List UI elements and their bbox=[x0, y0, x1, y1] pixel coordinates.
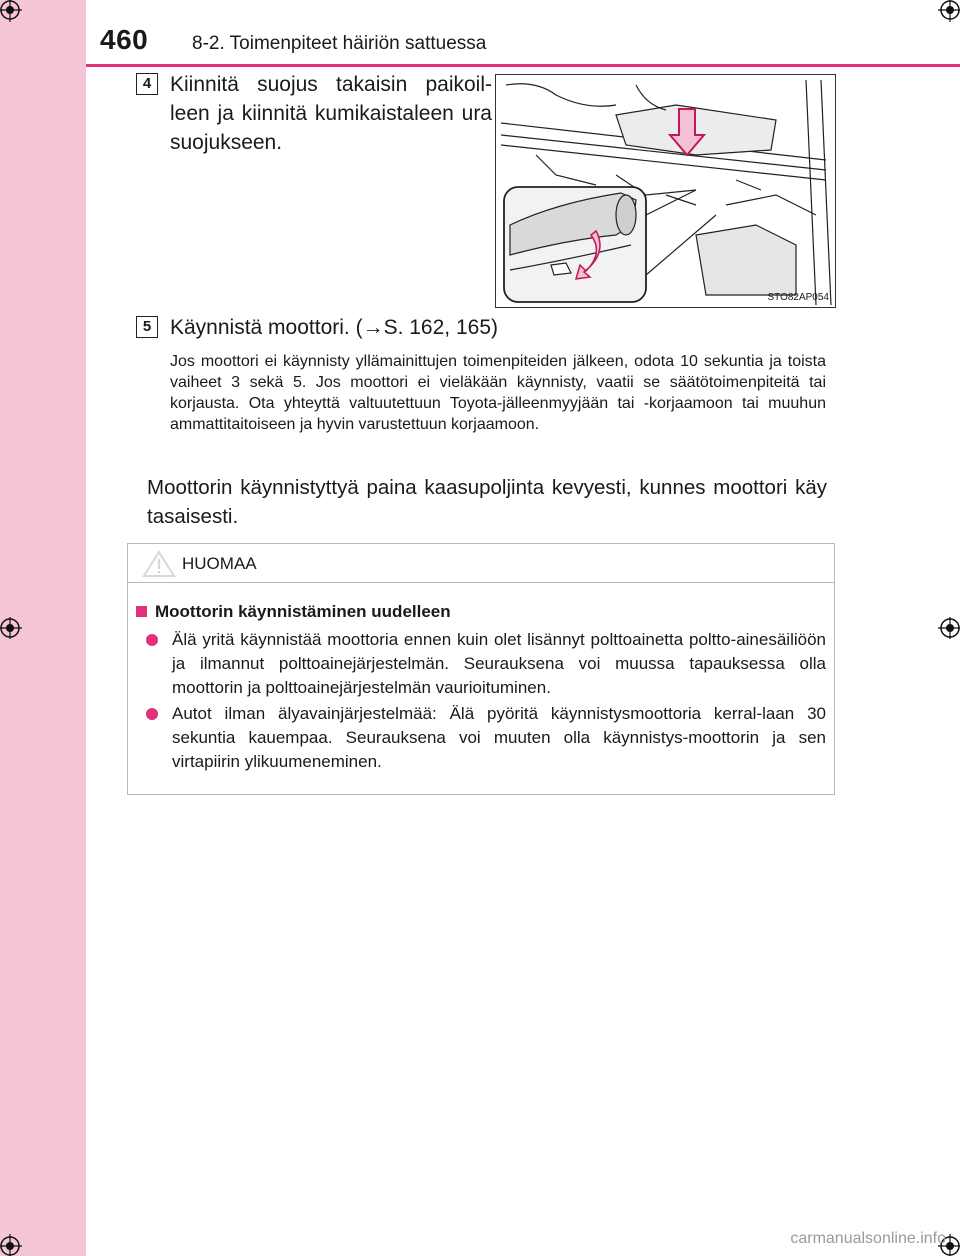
step-5-note: Jos moottori ei käynnisty yllämainittujen toimenpiteiden jälkeen, odota 10 sekuntia ja toista vaiheet 3 sekä 5. Jos moottori ei vieläkään käynnisty, vaatii se säätötoimenpiteitä tai korjausta. Ota yhteyttä valtuutettuun Toyota-jälleenmyyjään tai -korjaamoon tai muuhun ammattitaitoiseen ja hyvin varustettuun korjaamoon. bbox=[170, 353, 826, 433]
round-bullet-icon bbox=[146, 708, 158, 720]
notice-title: HUOMAA bbox=[182, 554, 257, 573]
crop-mark-icon bbox=[926, 0, 960, 34]
notice-bullet-text: Autot ilman älyavainjärjestelmää: Älä pyöritä käynnistysmoottoria kerral-laan 30 sekuntia kauempaa. Seurauksena voi muuten olla käynnistys-moottorin ja sen virtapiirin ylikuumeneminen. bbox=[172, 704, 826, 771]
body-paragraph: Moottorin käynnistyttyä paina kaasupoljinta kevyesti, kunnes moottori käy tasaisesti. bbox=[147, 476, 827, 528]
watermark: carmanualsonline.info bbox=[790, 1230, 946, 1247]
notice-bullet bbox=[146, 628, 826, 700]
step-4-text: Kiinnitä suojus takaisin paikoil-leen ja kiinnitä kumikaistaleen ura suojukseen. bbox=[170, 73, 492, 154]
step-number-4: 4 bbox=[136, 73, 158, 95]
notice-heading-text: Moottorin käynnistäminen uudelleen bbox=[155, 602, 451, 621]
crop-mark-icon bbox=[0, 1222, 34, 1256]
notice-header bbox=[128, 544, 834, 583]
header-divider bbox=[86, 64, 960, 67]
engine-illustration bbox=[495, 74, 836, 308]
notice-bullet-text: Älä yritä käynnistää moottoria ennen kuin olet lisännyt polttoainetta poltto-ainesäiliöön ja ilmannut polttoainejärjestelmän. Seurauksena voi muussa tapauksessa olla moottorin ja polttoainejärjestelmän vaurioituminen. bbox=[172, 630, 826, 697]
warning-icon bbox=[142, 550, 176, 578]
section-title: 8-2. Toimenpiteet häiriön sattuessa bbox=[192, 33, 487, 54]
round-bullet-icon bbox=[146, 634, 158, 646]
crop-mark-icon bbox=[0, 0, 34, 34]
notice-box bbox=[127, 543, 835, 795]
notice-heading bbox=[136, 602, 451, 622]
square-bullet-icon bbox=[136, 606, 147, 617]
page-number: 460 bbox=[100, 24, 149, 55]
figure-code: STO82AP054 bbox=[767, 292, 829, 303]
crop-mark-icon bbox=[926, 611, 960, 645]
notice-bullet bbox=[146, 702, 826, 774]
crop-mark-icon bbox=[0, 611, 34, 645]
step-number-5: 5 bbox=[136, 316, 158, 338]
cover-installation-drawing bbox=[496, 75, 835, 307]
step-5-text: Käynnistä moottori. (→S. 162, 165) bbox=[170, 316, 498, 339]
